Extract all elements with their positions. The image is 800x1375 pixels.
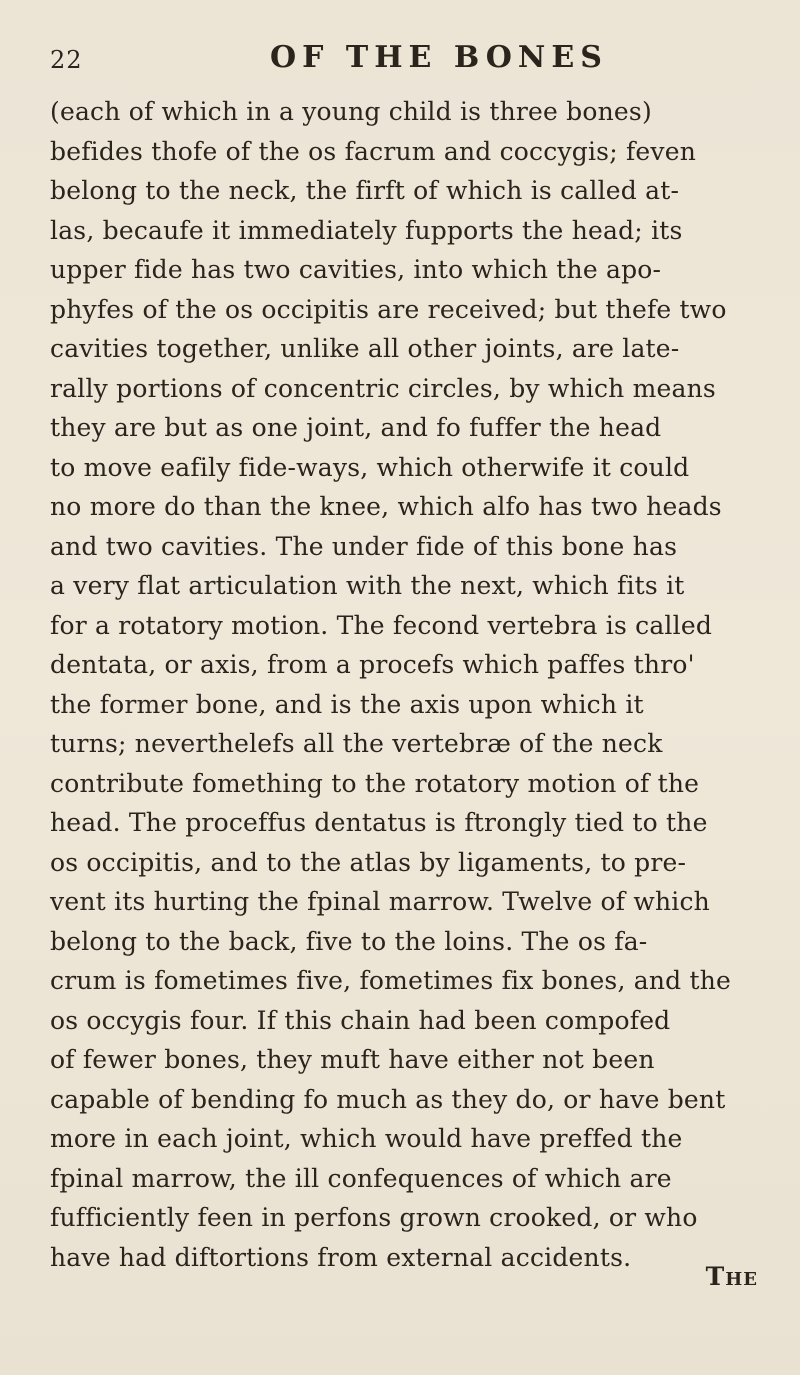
text-line: upper fide has two cavities, into which the apo- — [50, 255, 662, 284]
catchword: The — [705, 1262, 758, 1291]
text-line: and two cavities. The under fide of this bone has — [50, 531, 678, 561]
running-head — [50, 40, 760, 92]
page-number: 22 — [50, 46, 83, 74]
text-line: turns; neverthelefs all the vertebræ of the neck — [50, 729, 663, 758]
text-line: crum is fometimes five, fometimes fix bones, and the — [50, 966, 732, 995]
text-line: os occipitis, and to the atlas by ligaments, to pre- — [50, 847, 687, 877]
text-line: contribute fomething to the rotatory motion of the — [50, 768, 700, 798]
text-line: no more do than the knee, which alfo has two heads — [50, 492, 722, 521]
text-line: las, becaufe it immediately fupports the head; its — [50, 215, 683, 245]
text-line: fufficiently feen in perfons grown crooked, or who — [50, 1203, 698, 1232]
text-line: (each of which in a young child is three bones) — [50, 97, 652, 126]
text-line: belong to the neck, the firft of which is called at- — [50, 176, 680, 205]
text-line: cavities together, unlike all other joints, are late- — [50, 334, 680, 363]
text-line: phyfes of the os occipitis are received; but thefe two — [50, 294, 727, 324]
text-line: to move eafily fide-ways, which otherwife it could — [50, 452, 690, 482]
text-line: capable of bending fo much as they do, or have bent — [50, 1084, 726, 1114]
text-line: they are but as one joint, and fo fuffer the head — [50, 413, 662, 442]
text-line: of fewer bones, they muft have either not been — [50, 1045, 655, 1074]
text-line: have had diftortions from external accidents. — [50, 1242, 632, 1272]
text-line: rally portions of concentric circles, by which means — [50, 373, 716, 403]
text-line: befides thofe of the os facrum and coccygis; feven — [50, 136, 697, 166]
page-title: OF THE BONES — [270, 40, 608, 75]
text-line: vent its hurting the fpinal marrow. Twelve of which — [50, 887, 710, 916]
text-line: dentata, or axis, from a procefs which paffes thro' — [50, 650, 695, 679]
text-line: os occygis four. If this chain had been compofed — [50, 1005, 671, 1035]
text-line: the former bone, and is the axis upon which it — [50, 689, 644, 719]
text-line: head. The proceffus dentatus is ftrongly tied to the — [50, 808, 708, 837]
text-line: for a rotatory motion. The fecond vertebra is called — [50, 610, 713, 640]
text-line: a very flat articulation with the next, which fits it — [50, 571, 685, 600]
text-line: belong to the back, five to the loins. The os fa- — [50, 926, 648, 956]
body-text — [50, 92, 760, 1277]
text-line: fpinal marrow, the ill confequences of which are — [50, 1163, 672, 1193]
text-line: more in each joint, which would have preffed the — [50, 1124, 683, 1153]
